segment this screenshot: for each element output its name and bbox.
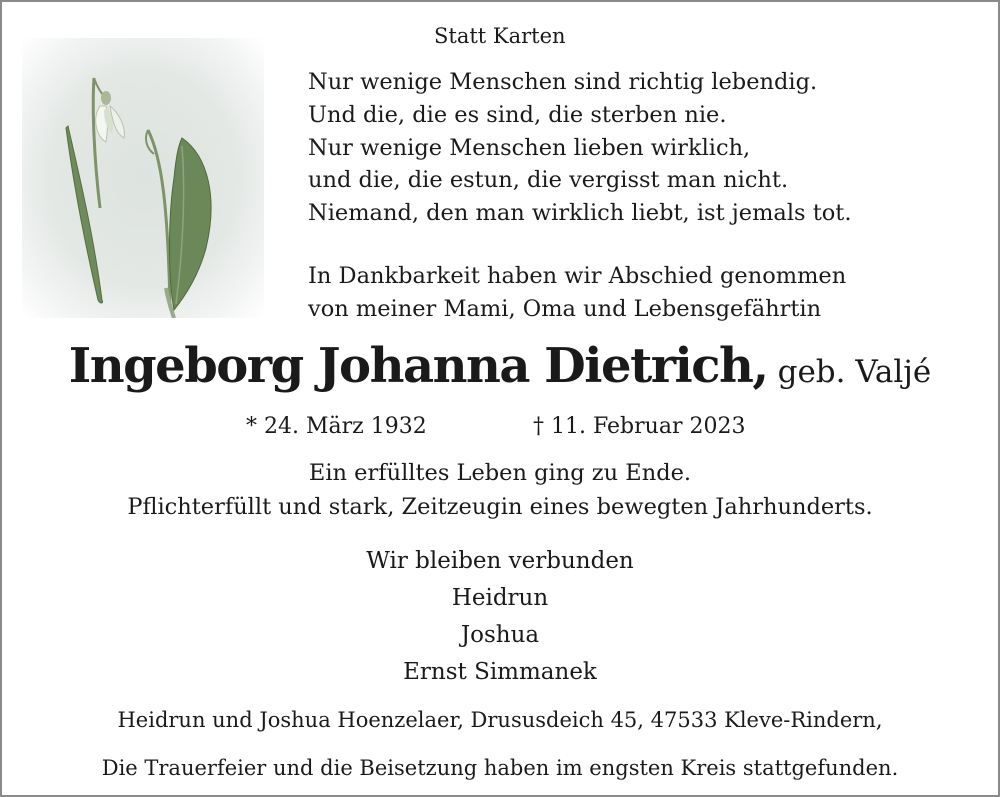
signoff — [0, 543, 1000, 691]
intro-line: In Dankbarkeit haben wir Abschied genommen — [308, 263, 847, 289]
deceased-name: Ingeborg Johanna Dietrich, — [68, 338, 768, 394]
poem-line: Niemand, den man wirklich liebt, ist jemals tot. — [308, 200, 852, 227]
tribute — [0, 456, 1000, 524]
mourner-name: Joshua — [460, 622, 540, 648]
farewell-intro — [308, 260, 846, 325]
death-date: † 11. Februar 2023 — [533, 414, 746, 439]
family-address: Heidrun und Joshua Hoenzelaer, Drususdeich 45, 47533 Kleve-Rindern, — [117, 708, 883, 732]
ceremony-note: Die Trauerfeier und die Beisetzung haben im engsten Kreis stattgefunden. — [101, 756, 899, 780]
born-name: geb. Valjé — [777, 354, 932, 390]
poem-line: Und die, die es sind, die sterben nie. — [308, 101, 727, 128]
deceased-name-line — [0, 338, 1000, 394]
intro-line: von meiner Mami, Oma und Lebensgefährtin — [308, 295, 822, 322]
snowdrop-picture — [22, 38, 264, 318]
notice-header: Statt Karten — [434, 24, 566, 48]
signoff-phrase: Wir bleiben verbunden — [366, 548, 634, 574]
birth-date: * 24. März 1932 — [246, 414, 427, 439]
poem — [308, 66, 852, 230]
mourner-name: Ernst Simmanek — [403, 659, 597, 685]
poem-line: und die, die estun, die vergisst man nicht. — [308, 167, 789, 194]
mourner-name: Heidrun — [451, 585, 549, 611]
snowdrop-flower-icon — [22, 38, 264, 318]
tribute-line: Pflichterfüllt und stark, Zeitzeugin eines bewegten Jahrhunderts. — [127, 494, 873, 520]
tribute-line: Ein erfülltes Leben ging zu Ende. — [308, 460, 692, 486]
poem-line: Nur wenige Menschen lieben wirklich, — [308, 134, 751, 161]
poem-line: Nur wenige Menschen sind richtig lebendig. — [308, 69, 818, 95]
